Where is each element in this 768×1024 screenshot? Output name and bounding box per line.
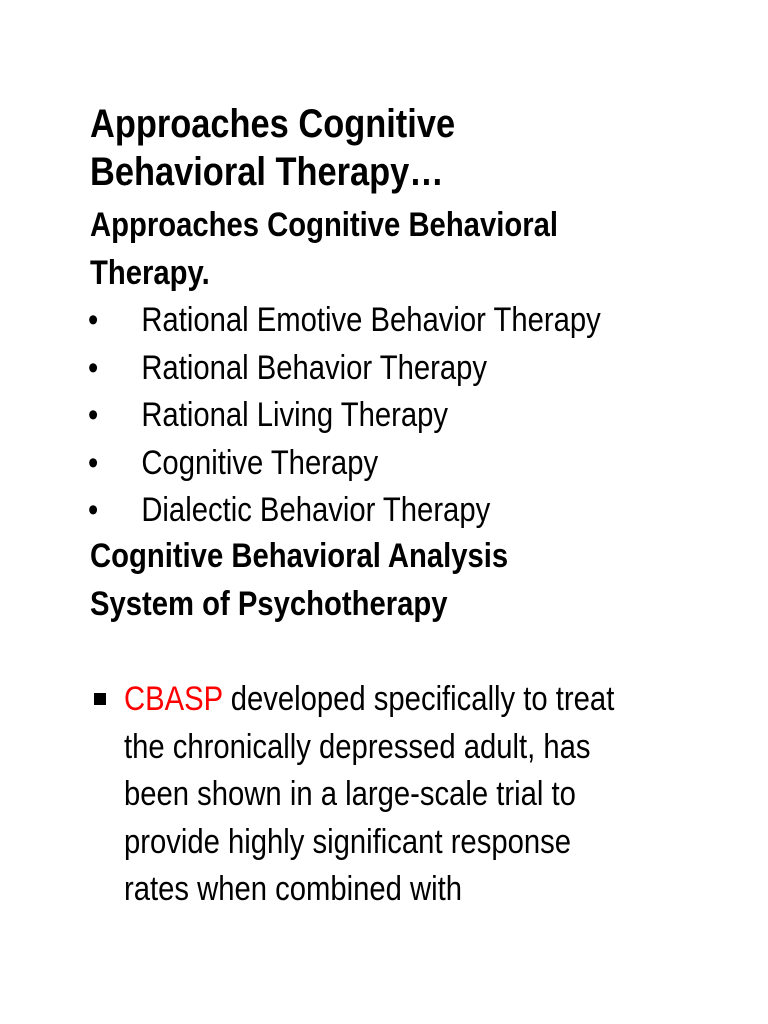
paragraph-line-text: developed specifically to treat [222,680,615,718]
list-item-text: Rational Living Therapy [141,396,448,434]
heading-line: Approaches Cognitive Behavioral [90,206,558,244]
list-item-text: Rational Emotive Behavior Therapy [141,301,601,339]
section-heading [90,201,658,297]
title-line: Approaches Cognitive [90,102,456,146]
list-item [88,487,656,535]
heading-line: System of Psychotherapy [90,585,448,623]
page-title [90,100,640,196]
list-item-text: Dialectic Behavior Therapy [141,491,491,529]
bullet-icon: • [88,491,99,529]
paragraph-line: provide highly significant response [124,822,571,861]
list-item [88,440,656,488]
cbasp-highlight: CBASP [124,680,223,718]
paragraph-line: been shown in a large-scale trial to [124,775,576,813]
paragraph-line [124,676,657,724]
bullet-icon: • [88,348,99,387]
bullet-icon: • [88,301,99,339]
paragraph-line: the chronically depressed adult, has [124,727,591,766]
heading-line: Therapy. [90,254,210,292]
bullet-list [88,297,748,535]
heading-line: Cognitive Behavioral Analysis [90,537,509,575]
title-line: Behavioral Therapy… [90,150,444,194]
bullet-icon: • [88,396,99,434]
bullet-icon: • [88,443,99,482]
paragraph-line: rates when combined with [124,870,463,908]
square-bullet-icon [94,693,106,705]
list-item-text: Rational Behavior Therapy [141,348,487,387]
list-item [88,392,656,440]
list-item-text: Cognitive Therapy [141,443,379,482]
list-item [88,297,656,345]
list-item [88,345,656,393]
section-heading [90,532,658,628]
paragraph-text [124,676,744,914]
